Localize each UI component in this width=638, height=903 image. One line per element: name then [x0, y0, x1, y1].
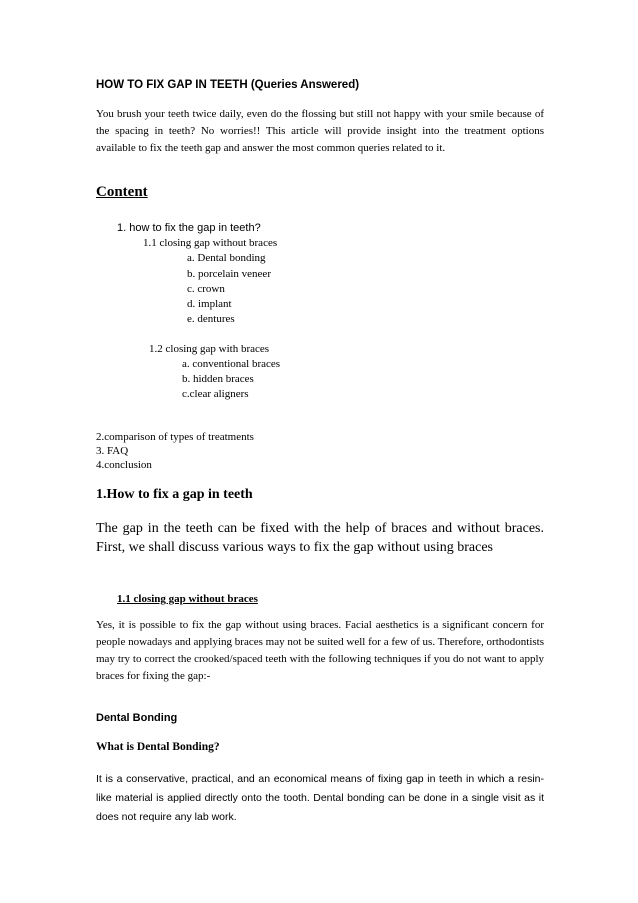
toc-item-4: 4.conclusion	[96, 459, 152, 471]
toc-item-2: 2.comparison of types of treatments	[96, 431, 254, 443]
toc-item-1-2: 1.2 closing gap with braces	[149, 343, 270, 355]
toc-subitem-conventional-braces: a. conventional braces	[182, 358, 281, 370]
toc-item-3: 3. FAQ	[96, 445, 129, 457]
intro-paragraph: You brush your teeth twice daily, even do the flossing but still not happy with your smile because of the spacing in teeth? No worries!! This article will provide insight into the treatment options available to fix the teeth gap and answer the most common queries related to it.	[96, 108, 544, 154]
section-1-paragraph: The gap in the teeth can be fixed with the help of braces and without braces. First, we shall discuss various ways to fix the gap without using braces	[96, 521, 544, 555]
subsection-1-1-heading: 1.1 closing gap without braces	[117, 593, 258, 605]
toc-subitem-implant: d. implant	[187, 298, 232, 310]
what-is-dental-bonding-heading: What is Dental Bonding?	[96, 741, 220, 753]
toc-subitem-dentures: e. dentures	[187, 313, 235, 325]
toc-subitem-crown: c. crown	[187, 283, 225, 295]
toc-subitem-hidden-braces: b. hidden braces	[182, 373, 254, 385]
toc-subitem-dental-bonding: a. Dental bonding	[187, 252, 266, 264]
toc-subitem-porcelain-veneer: b. porcelain veneer	[187, 268, 271, 280]
dental-bonding-heading: Dental Bonding	[96, 712, 178, 724]
toc-item-1: 1. how to fix the gap in teeth?	[117, 222, 261, 234]
document-title: HOW TO FIX GAP IN TEETH (Queries Answered)	[96, 79, 360, 91]
toc-subitem-clear-aligners: c.clear aligners	[182, 388, 249, 400]
subsection-1-1-paragraph: Yes, it is possible to fix the gap without using braces. Facial aesthetics is a significant concern for people nowadays and applying braces may not be suited well for a few of us. Therefore, orthodontists may try to correct the crooked/spaced teeth with the following techniques if you do not want to apply braces for fixing the gap:-	[96, 619, 544, 682]
toc-item-1-1: 1.1 closing gap without braces	[143, 237, 278, 249]
dental-bonding-paragraph: It is a conservative, practical, and an economical means of fixing gap in teeth in which a resin-like material is applied directly onto the tooth. Dental bonding can be done in a single visit as it does not require any lab work.	[96, 773, 544, 823]
section-1-heading: 1.How to fix a gap in teeth	[96, 487, 253, 502]
content-heading: Content	[96, 184, 148, 200]
